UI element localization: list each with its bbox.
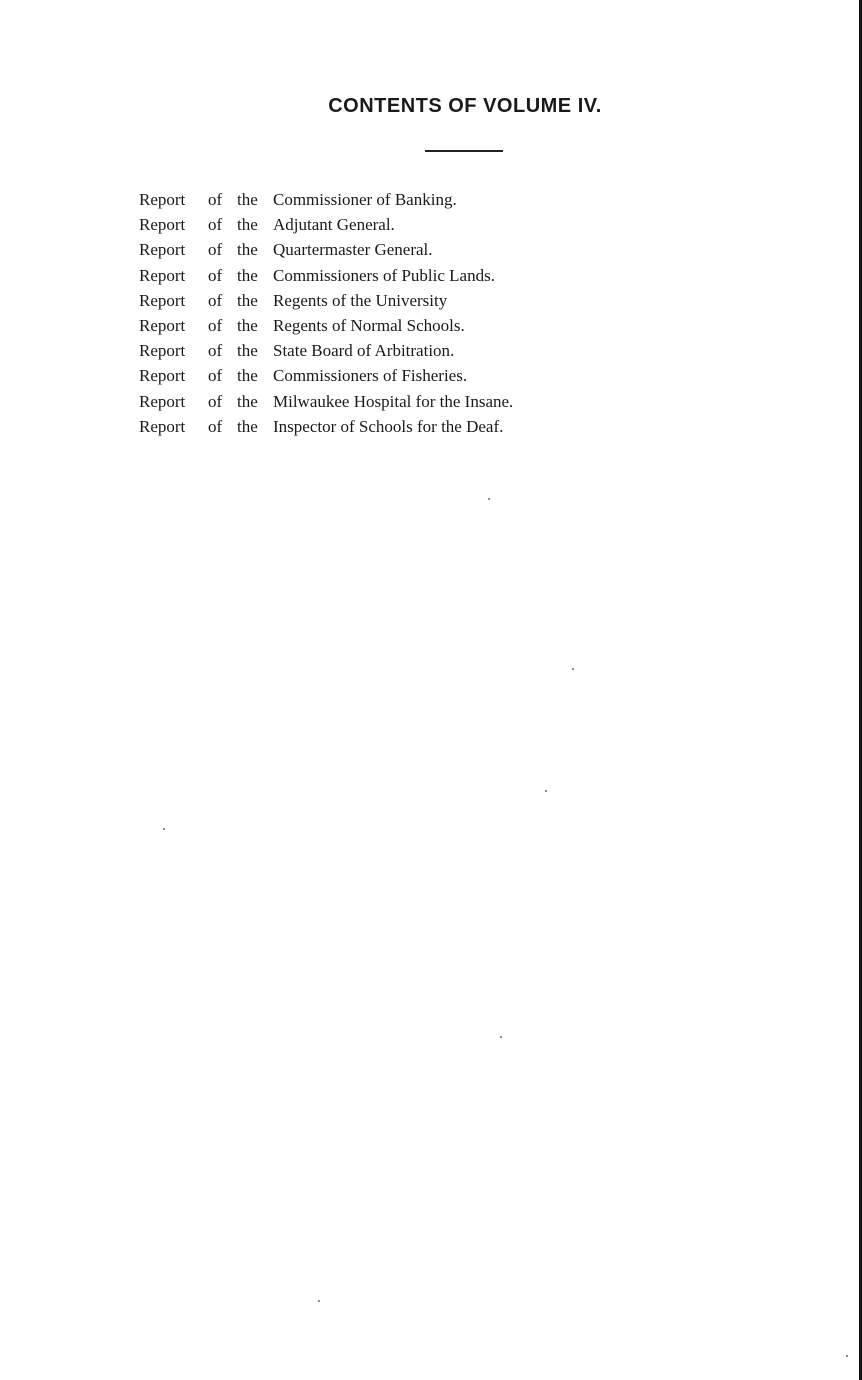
- entry-subject: Commissioners of Fisheries.: [273, 366, 468, 386]
- entry-word-the: the: [237, 215, 258, 235]
- entry-word-of: of: [208, 190, 223, 209]
- scan-speck: [488, 498, 490, 500]
- entry-word-the: the: [237, 366, 258, 386]
- entry-word-report: Report: [139, 341, 186, 361]
- entry-word-the: the: [237, 315, 258, 335]
- entry-word-report: Report: [139, 416, 186, 436]
- page-title: CONTENTS OF VOLUME IV.: [328, 95, 602, 117]
- contents-list: [139, 187, 513, 439]
- entry-word-the: the: [237, 391, 258, 411]
- entry-subject: Inspector of Schools for the Deaf.: [273, 416, 504, 436]
- entry-word-report: Report: [139, 265, 186, 285]
- entry-word-report: Report: [139, 366, 186, 386]
- entry-word-report: Report: [139, 215, 186, 235]
- scan-speck: [500, 1036, 502, 1038]
- entry-word-the: the: [237, 416, 258, 436]
- scan-speck: [545, 790, 547, 792]
- title-rule: [425, 150, 503, 152]
- entry-word-the: the: [237, 240, 258, 260]
- entry-word-report: Report: [139, 240, 186, 260]
- entry-subject: Quartermaster General.: [273, 240, 433, 260]
- contents-entry: [139, 212, 513, 237]
- entry-word-the: the: [237, 265, 258, 285]
- contents-entry: [139, 313, 513, 338]
- entry-subject: Adjutant General.: [273, 215, 395, 235]
- entry-word-report: Report: [139, 391, 186, 411]
- contents-entry: [139, 187, 513, 212]
- entry-subject: Regents of Normal Schools.: [273, 315, 465, 335]
- scan-speck: [163, 828, 165, 830]
- entry-word-of: of: [208, 215, 223, 235]
- entry-word-the: the: [237, 290, 258, 310]
- entry-word-of: of: [208, 391, 223, 411]
- entry-word-report: Report: [139, 290, 186, 310]
- entry-word-the: the: [237, 190, 258, 209]
- entry-subject: Regents of the University: [273, 290, 448, 310]
- contents-entry: [139, 338, 513, 363]
- entry-word-of: of: [208, 315, 223, 335]
- scan-speck: [318, 1300, 320, 1302]
- entry-word-of: of: [208, 416, 223, 436]
- contents-entry: [139, 389, 513, 414]
- entry-word-report: Report: [139, 190, 186, 209]
- entry-word-of: of: [208, 290, 223, 310]
- contents-entry: [139, 288, 513, 313]
- scan-speck: [572, 668, 574, 670]
- entry-word-of: of: [208, 366, 223, 386]
- scan-speck: [846, 1355, 848, 1357]
- entry-word-report: Report: [139, 315, 186, 335]
- contents-entry: [139, 363, 513, 388]
- entry-subject: Commissioner of Banking.: [273, 190, 457, 209]
- entry-word-of: of: [208, 240, 223, 260]
- entry-word-of: of: [208, 341, 223, 361]
- entry-subject: State Board of Arbitration.: [273, 341, 455, 361]
- entry-subject: Commissioners of Public Lands.: [273, 265, 495, 285]
- contents-entry: [139, 414, 513, 439]
- contents-entry: [139, 263, 513, 288]
- entry-word-of: of: [208, 265, 223, 285]
- entry-subject: Milwaukee Hospital for the Insane.: [273, 391, 514, 411]
- entry-word-the: the: [237, 341, 258, 361]
- contents-entry: [139, 237, 513, 262]
